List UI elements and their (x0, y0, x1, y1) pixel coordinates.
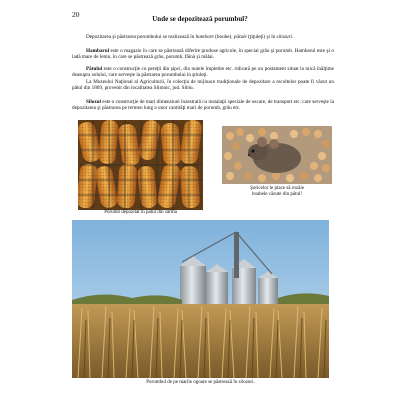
mouse-caption-line-2: boabele căzute din pătul! (251, 192, 303, 197)
mouse-photo (222, 126, 332, 184)
hambar-text: este o magazie în care se păstrează diferite produse agricole, în special grâu şi porumb. Hambarul este şi o ladă mare de lemn, în care se păstrează grâu, porumb, făină şi mălai. (72, 48, 334, 61)
paragraph-patul (72, 66, 334, 79)
term-hambare: hambare (195, 34, 214, 40)
cornfield-caption: Porumbul de pe marile ogoare se păstrează în silozuri. (146, 380, 255, 385)
paragraph-siloz (72, 99, 334, 112)
siloz-text: este o construcţie de mari dimensiuni înzestrată cu instalaţii speciale de uscare, de transport etc. care serveşte la depozitarea şi păstrarea pe termen lung a unor cantităţi mari de porumb, grâu etc. (72, 99, 334, 112)
cornfield-silos-illustration (72, 220, 329, 378)
corn-crib-caption: Porumb depozitat în pătul din sârmă (78, 210, 203, 216)
patul-text: este o construcţie cu pereţii din şipci, din nuiele împletite etc. ridicată pe un postament situat la mică înălţime deasupra solului, care serveşte la păstrarea porumbului în ştiuleţi. (72, 66, 334, 79)
museum-text: La Muzeului Naţional al Agriculturii, în colecţia de mijloace tradiţionale de depozitare a recoltelor poate fi văzut un pătul din 1869, provenit din localitatea Slimnic, jud. Sibiu. (72, 79, 334, 92)
term-patule: pătule (233, 34, 247, 40)
paragraph-intro (72, 34, 334, 40)
intro-text-c: (ţiţuleţi) şi în (246, 34, 277, 40)
intro-text-a: Depozitarea şi păstrarea porumbului se realizează în (86, 34, 196, 40)
page-title: Unde se depozitează porumbul? (152, 15, 248, 23)
paragraph-hambar (72, 48, 334, 61)
mouse-caption (222, 186, 332, 198)
intro-text-b: (bouhe), (213, 34, 234, 40)
corn-crib-illustration (78, 120, 203, 210)
mouse-caption-line-1: Şoricelor le place să rozăie (250, 186, 304, 191)
mouse-illustration (222, 126, 332, 184)
term-patulul: Pătulul (86, 66, 103, 72)
term-silozul: Silozul (86, 99, 101, 105)
corn-crib-photo (78, 120, 203, 210)
page-number: 20 (72, 10, 80, 19)
intro-text-d: . (292, 34, 294, 40)
term-silozuri: silozuri (276, 34, 293, 40)
paragraph-museum (72, 79, 334, 92)
cornfield-silos-photo (72, 220, 329, 378)
term-hambarul: Hambarul (86, 48, 110, 54)
